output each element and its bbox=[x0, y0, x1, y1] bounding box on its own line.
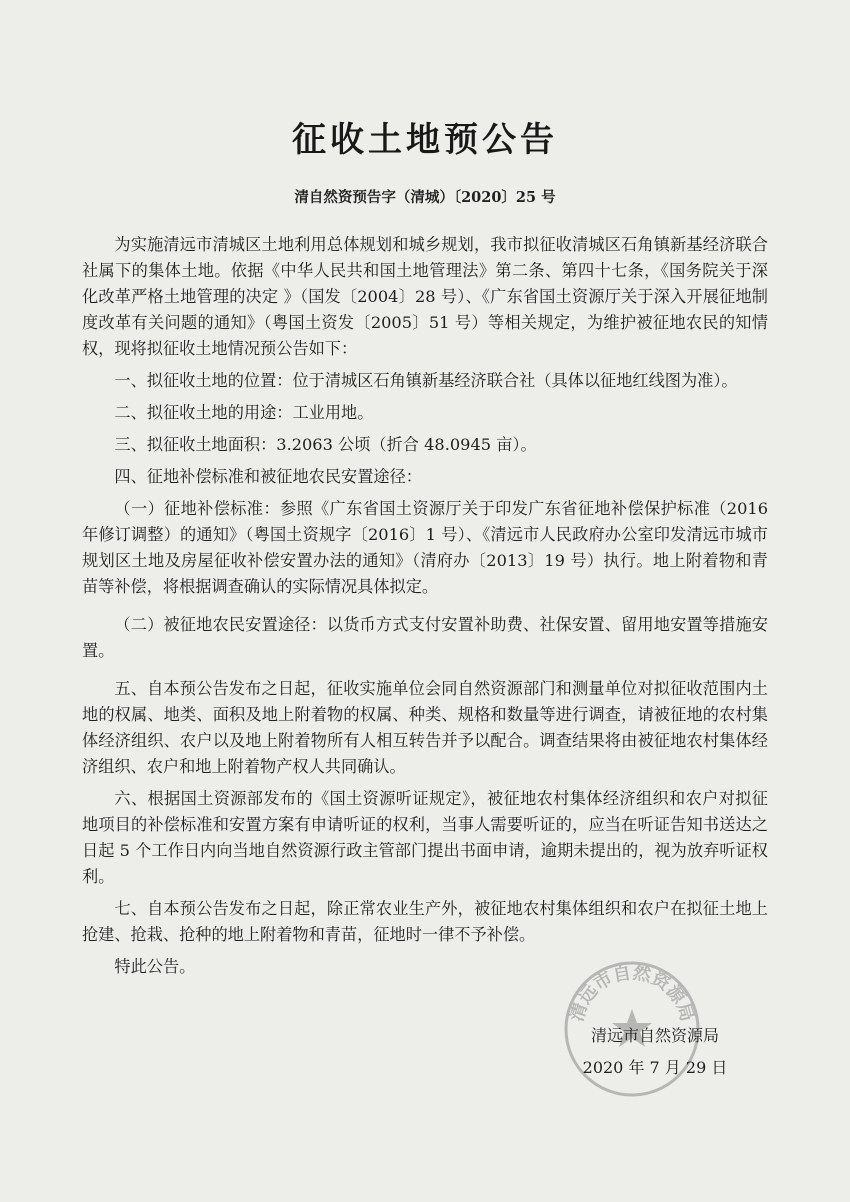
intro-paragraph: 为实施清远市清城区土地利用总体规划和城乡规划，我市拟征收清城区石角镇新基经济联合社属下的集体土地。依据《中华人民共和国土地管理法》第二条、第四十七条，《国务院关于深化改革严格土地管理的决定 》（国发〔2004〕28 号）、《广东省国土资源厅关于深入开展征地制度改革有关问题的通知》（粤国土资发〔2005〕51 号）等相关规定，为维护被征地农民的知情权，现将拟征收土地情况预公告如下： bbox=[82, 235, 768, 358]
seal-text: 清远市自然资源局 bbox=[566, 962, 698, 1024]
item-compensation-standard: （一）征地补偿标准：参照《广东省国土资源厅关于印发广东省征地补偿保护标准（2016年修订调整）的通知》（粤国土资规字〔2016〕1 号）、《清远市人民政府办公室印发清远市城市规划区土地及房屋征收补偿安置办法的通知》（清府办〔2013〕19 号）执行。地上附着物和青苗等补偿，将根据调查确认的实际情况具体拟定。 bbox=[82, 499, 768, 596]
document-title: 征收土地预公告 bbox=[292, 120, 558, 160]
item-no-compensation: 七、自本预公告发布之日起，除正常农业生产外，被征地农村集体组织和农户在拟征土地上抢建、抢栽、抢种的地上附着物和青苗，征地时一律不予补偿。 bbox=[82, 899, 768, 944]
item-area: 三、拟征收土地面积：3.2063 公顷（折合 48.0945 亩）。 bbox=[114, 435, 537, 454]
document-number: 清自然资预告字（清城）〔2020〕25 号 bbox=[294, 189, 556, 206]
item-hearing: 六、根据国土资源部发布的《国土资源听证规定》，被征地农村集体经济组织和农户对拟征地项目的补偿标准和安置方案有申请听证的权利，当事人需要听证的，应当在听证告知书送达之日起 5 个工作日内向当地自然资源行政主管部门提出书面申请，逾期未提出的，视为放弃听证权利。 bbox=[82, 789, 768, 886]
item-usage: 二、拟征收土地的用途：工业用地。 bbox=[114, 403, 374, 422]
signature-block bbox=[540, 1020, 770, 1084]
item-survey: 五、自本预公告发布之日起，征收实施单位会同自然资源部门和测量单位对拟征收范围内土地的权属、地类、面积及地上附着物的权属、种类、规格和数量等进行调查，请被征地的农村集体经济组织、农户以及地上附着物所有人相互转告并予以配合。调查结果将由被征地农村集体经济组织、农户和地上附着物产权人共同确认。 bbox=[82, 679, 768, 776]
issuer-name: 清远市自然资源局 bbox=[590, 1026, 719, 1045]
item-location: 一、拟征收土地的位置：位于清城区石角镇新基经济联合社（具体以征地红线图为准）。 bbox=[114, 371, 738, 390]
issue-date: 2020 年 7 月 29 日 bbox=[582, 1058, 728, 1077]
document-body bbox=[82, 232, 768, 980]
closing-text: 特此公告。 bbox=[114, 957, 196, 976]
item-compensation-heading: 四、征地补偿标准和被征地农民安置途径： bbox=[114, 467, 422, 486]
item-resettlement: （二）被征地农民安置途径：以货币方式支付安置补助费、社保安置、留用地安置等措施安置。 bbox=[82, 615, 768, 660]
